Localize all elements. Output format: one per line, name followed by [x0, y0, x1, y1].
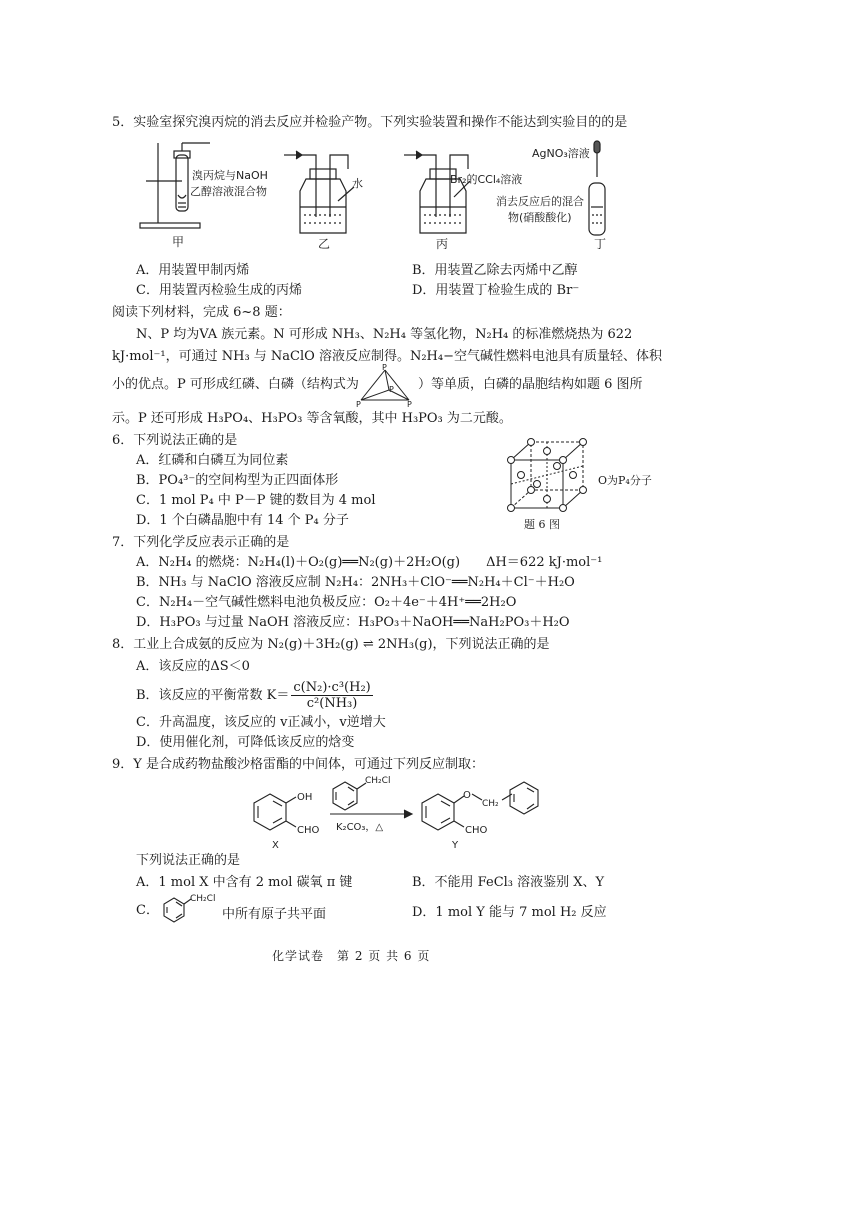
svg-text:P: P [382, 363, 387, 372]
q5-option-c: C．用装置丙检验生成的丙烯 [136, 283, 302, 298]
label-ding: 丁 [594, 237, 607, 251]
q6-option-b: B．PO₄³⁻的空间构型为正四面体形 [136, 473, 339, 488]
q8-option-a: A．该反应的ΔS＜0 [136, 659, 250, 674]
passage-line-1: N、P 均为VA 族元素。N 可形成 NH₃、N₂H₄ 等氢化物，N₂H₄ 的标准燃烧热为 622 [136, 327, 633, 342]
jia-note2: 乙醇溶液混合物 [190, 185, 267, 198]
passage-intro: 阅读下列材料，完成 6~8 题： [112, 305, 291, 320]
equilibrium-fraction: $\frac{\text{c(N₂)·c³(H₂)}}{\text{c²(NH₃)}}$ [293, 680, 371, 711]
q8-option-d: D．使用催化剂，可降低该反应的焓变 [136, 735, 355, 750]
q9-stem: 9．Y 是合成药物盐酸沙格雷酯的中间体，可通过下列反应制取： [112, 757, 484, 772]
q7-option-a: A．N₂H₄ 的燃烧：N₂H₄(l)＋O₂(g)══N₂(g)＋2H₂O(g) ΔH＝622 kJ·mol⁻¹ [136, 555, 603, 570]
svg-text:P: P [407, 400, 412, 408]
svg-text:CHO: CHO [297, 825, 320, 836]
bing-note: Br₂的CCl₄溶液 [450, 173, 523, 186]
q5-apparatus-figure [0, 135, 860, 265]
page-footer: 化学试卷 第 2 页 共 6 页 [272, 949, 431, 963]
svg-text:P: P [356, 400, 361, 408]
white-phosphorus-structure [355, 362, 415, 408]
svg-text:CH₂Cl: CH₂Cl [365, 776, 391, 786]
svg-text:CH₂Cl: CH₂Cl [190, 894, 216, 904]
apparatus-ding [589, 141, 605, 235]
benzyl-chloride-structure [160, 892, 220, 924]
apparatus-bing [404, 151, 470, 233]
q9-option-a: A．1 mol X 中含有 2 mol 碳氧 π 键 [136, 875, 353, 890]
svg-text:OH: OH [297, 792, 313, 803]
svg-text:X: X [272, 840, 279, 851]
ding-top: AgNO₃溶液 [532, 147, 590, 160]
unit-cell-caption: 题 6 图 [524, 518, 560, 531]
jia-note1: 溴丙烷与NaOH [192, 169, 268, 182]
q7-option-d: D．H₃PO₃ 与过量 NaOH 溶液反应：H₃PO₃＋NaOH══NaH₂PO₃＋H₂O [136, 615, 570, 630]
q8-option-c: C．升高温度，该反应的 v正减小，v逆增大 [136, 715, 386, 730]
q9-option-c-text: 中所有原子共平面 [222, 907, 327, 922]
q5-option-d: D．用装置丁检验生成的 Br⁻ [412, 283, 580, 298]
passage-line-4: 示。P 还可形成 H₃PO₄、H₃PO₃ 等含氧酸，其中 H₃PO₃ 为二元酸。 [112, 411, 512, 426]
label-yi: 乙 [318, 237, 331, 251]
svg-text:Y: Y [452, 840, 459, 851]
unit-cell-figure [505, 436, 595, 516]
q8-option-b: B．该反应的平衡常数 K＝ $\frac{\text{c(N₂)·c³(H₂)}}{\text{c²(NH₃)}}$ [136, 680, 371, 711]
q9-option-d: D．1 mol Y 能与 7 mol H₂ 反应 [412, 905, 607, 920]
q7-option-b: B．NH₃ 与 NaClO 溶液反应制 N₂H₄：2NH₃＋ClO⁻══N₂H₄＋Cl⁻＋H₂O [136, 575, 575, 590]
svg-text:CHO: CHO [465, 825, 488, 836]
ding-note2: 物(硝酸酸化) [508, 211, 572, 224]
q5-option-a: A．用装置甲制丙烯 [136, 263, 250, 278]
passage-line-3b: ）等单质，白磷的晶胞结构如题 6 图所 [418, 377, 643, 392]
label-bing: 丙 [436, 237, 449, 251]
q9-reaction-scheme [220, 772, 780, 852]
apparatus-yi [284, 151, 354, 233]
svg-text:O: O [463, 790, 471, 801]
q6-option-d: D．1 个白磷晶胞中有 14 个 P₄ 分子 [136, 513, 349, 528]
q9-option-c: C． [136, 903, 159, 918]
q6-stem: 6．下列说法正确的是 [112, 433, 238, 448]
q6-option-a: A．红磷和白磷互为同位素 [136, 453, 289, 468]
passage-line-3a: 小的优点。P 可形成红磷、白磷（结构式为 [112, 377, 359, 392]
passage-line-2: kJ·mol⁻¹，可通过 NH₃ 与 NaClO 溶液反应制得。N₂H₄−空气碱性燃料电池具有质量轻、体积 [112, 349, 662, 364]
svg-text:CH₂: CH₂ [482, 799, 499, 809]
q5-option-b: B．用装置乙除去丙烯中乙醇 [412, 263, 578, 278]
q5-stem: 5．实验室探究溴丙烷的消去反应并检验产物。下列实验装置和操作不能达到实验目的的是 [112, 115, 628, 130]
q7-stem: 7．下列化学反应表示正确的是 [112, 535, 290, 550]
q9-option-b: B．不能用 FeCl₃ 溶液鉴别 X、Y [412, 875, 605, 890]
q6-option-c: C．1 mol P₄ 中 P－P 键的数目为 4 mol [136, 493, 376, 508]
q7-option-c: C．N₂H₄－空气碱性燃料电池负极反应：O₂＋4e⁻＋4H⁺══2H₂O [136, 595, 517, 610]
ding-note1: 消去反应后的混合 [496, 195, 584, 208]
q9-substem: 下列说法正确的是 [136, 853, 241, 868]
q8-stem: 8．工业上合成氨的反应为 N₂(g)＋3H₂(g) ⇌ 2NH₃(g)，下列说法正确的是 [112, 637, 550, 652]
label-jia: 甲 [172, 235, 185, 249]
yi-note: 水 [352, 177, 363, 190]
svg-text:P: P [389, 385, 394, 394]
svg-text:K₂CO₃，△: K₂CO₃，△ [336, 822, 384, 833]
unit-cell-legend: O为P₄分子 [598, 474, 652, 487]
